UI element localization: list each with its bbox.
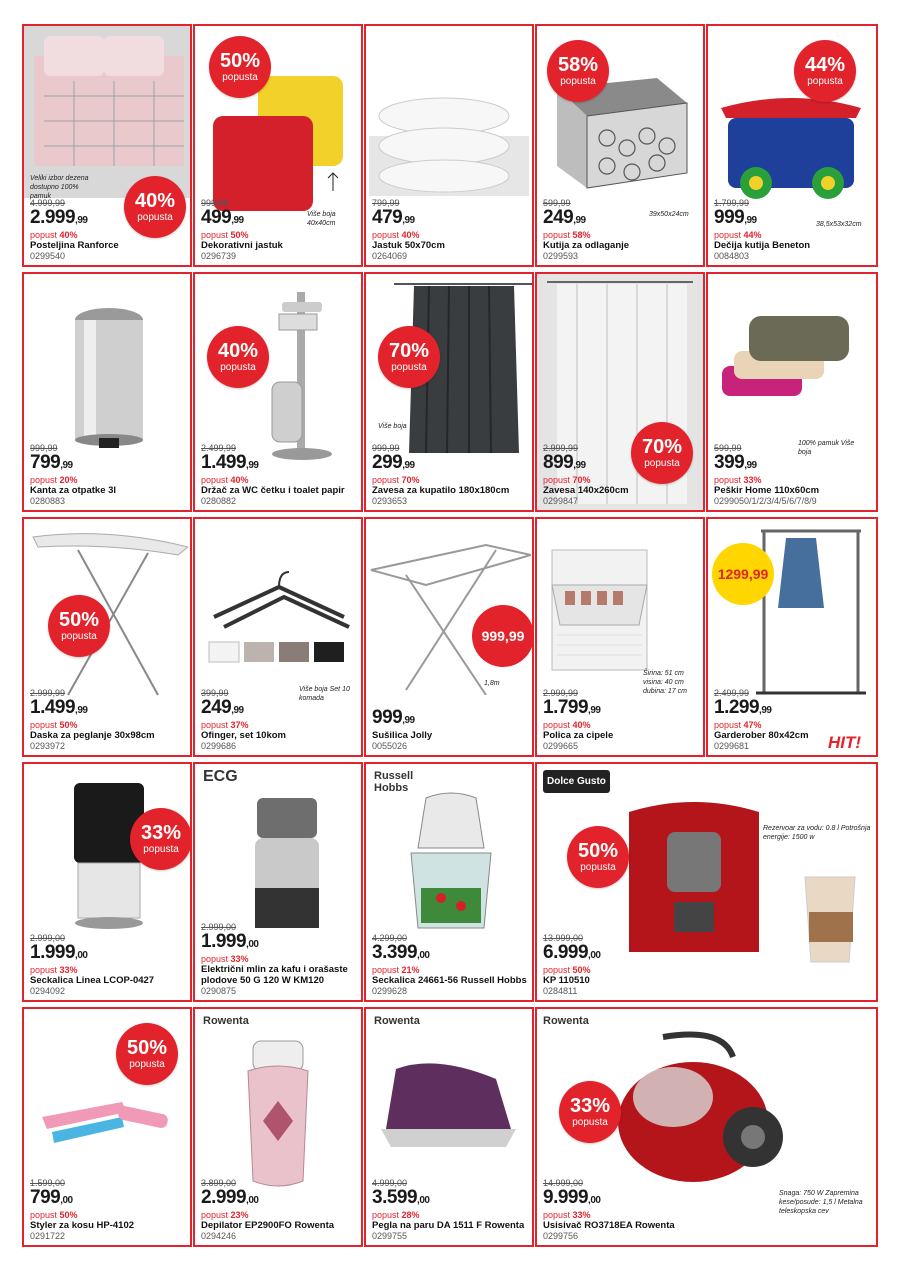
product-note: Rezervoar za vodu: 0.8 l Potrošnja energije: 1500 w xyxy=(763,825,871,841)
new-price: 1.299,99 xyxy=(714,697,772,718)
price-block xyxy=(543,933,600,996)
price-block xyxy=(30,443,116,506)
old-price: 2.999,99 xyxy=(543,443,579,453)
product-card-ofinger[interactable] xyxy=(193,517,363,757)
old-price: 1.599,00 xyxy=(30,1178,66,1188)
new-price: 399,99 xyxy=(714,452,757,473)
price-block xyxy=(201,688,286,751)
product-card-drzac-wc[interactable] xyxy=(193,272,363,512)
discount-badge: 50% popusta xyxy=(116,1023,178,1085)
product-note: Više boja Set 10 komada xyxy=(299,686,350,702)
product-name: Kutija za odlaganje xyxy=(543,240,630,251)
product-note: Veliki izbor dezena dostupno 100% pamuk xyxy=(30,175,89,200)
product-code: 0284811 xyxy=(543,986,578,996)
discount-badge: 44% popusta xyxy=(794,40,856,102)
old-price: 2.999,00 xyxy=(201,922,237,932)
discount-line: popust 70% xyxy=(543,475,591,485)
old-price: 399,99 xyxy=(201,688,229,698)
price-block xyxy=(201,443,345,506)
old-price: 2.999,00 xyxy=(30,933,66,943)
price-block xyxy=(30,688,155,751)
product-code: 0294246 xyxy=(201,1231,237,1241)
new-price: 1.499,99 xyxy=(30,697,88,718)
product-code: 0280882 xyxy=(201,496,237,506)
discount-line: popust 50% xyxy=(30,720,78,730)
product-code: 0299681 xyxy=(714,741,750,751)
price-block xyxy=(714,688,809,751)
new-price: 799,00 xyxy=(30,1187,73,1208)
clothes-rack-image xyxy=(756,523,866,713)
discount-line: popust 33% xyxy=(714,475,762,485)
product-code: 0299756 xyxy=(543,1231,579,1241)
product-code: 0299593 xyxy=(543,251,579,261)
product-card-kp110510[interactable] xyxy=(535,762,878,1002)
product-name: Posteljina Ranforce xyxy=(30,240,119,251)
old-price: 14.999,00 xyxy=(543,1178,584,1188)
discount-line: popust 20% xyxy=(30,475,78,485)
product-card-posteljina[interactable] xyxy=(22,24,192,267)
product-note: Više boja 40x40cm xyxy=(307,211,336,227)
product-note: Snaga: 750 W Zapremina kese/posude: 1,5 l Metalna teleskopska cev xyxy=(779,1190,863,1215)
product-note: 100% pamuk Više boja xyxy=(798,440,855,456)
product-name: Jastuk 50x70cm xyxy=(372,240,445,251)
coffee-grinder-image xyxy=(247,788,327,938)
price-badge: 999,99 xyxy=(472,605,534,667)
product-name: Dekorativni jastuk xyxy=(201,240,283,251)
discount-badge: 33% popusta xyxy=(130,808,192,870)
discount-badge: 50% popusta xyxy=(567,826,629,888)
discount-line: popust 50% xyxy=(543,965,591,975)
price-badge: 1299,99 xyxy=(712,543,774,605)
new-price: 499,99 xyxy=(201,207,244,228)
discount-line: popust 47% xyxy=(714,720,762,730)
product-name: Seckalica Linea LCOP-0427 xyxy=(30,975,155,986)
product-card-seckalica-russell[interactable] xyxy=(364,762,534,1002)
hair-styler-image xyxy=(32,1077,182,1177)
old-price: 999,99 xyxy=(372,443,400,453)
brand-logo-russell-hobbs: Russell Hobbs xyxy=(374,770,414,794)
bedding-image xyxy=(24,26,190,198)
old-price: 2.499,99 xyxy=(201,443,237,453)
old-price: 599,99 xyxy=(714,443,742,453)
coffee-machine-image xyxy=(619,792,769,962)
price-block xyxy=(30,933,154,996)
brand-logo-ecg: ECG xyxy=(203,768,238,785)
old-price: 13.999,00 xyxy=(543,933,584,943)
product-name: Električni mlin za kafu i orašaste plodove 50 G 120 W KM120 xyxy=(201,964,348,986)
discount-badge: 40% popusta xyxy=(207,326,269,388)
brand-logo-rowenta: Rowenta xyxy=(374,1015,420,1027)
product-card-styler[interactable] xyxy=(22,1007,192,1247)
new-price: 1.799,99 xyxy=(543,697,601,718)
discount-badge: 58% popusta xyxy=(547,40,609,102)
epilator-image xyxy=(233,1031,323,1191)
price-block xyxy=(714,198,810,261)
discount-badge: 40% popusta xyxy=(124,176,186,238)
new-price: 1.999,00 xyxy=(201,931,259,952)
price-block xyxy=(201,1178,334,1241)
product-card-decija-kutija[interactable] xyxy=(706,24,878,267)
discount-line: popust 70% xyxy=(372,475,420,485)
price-block xyxy=(543,443,629,506)
product-note: Više boja xyxy=(378,423,407,430)
discount-badge: 33% popusta xyxy=(559,1081,621,1143)
product-name: Depilator EP2900FO Rowenta xyxy=(201,1220,335,1231)
product-name: Usisivač RO3718EA Rowenta xyxy=(543,1220,675,1231)
product-code: 0084803 xyxy=(714,251,750,261)
product-card-peskir[interactable] xyxy=(706,272,878,512)
discount-badge: 50% popusta xyxy=(48,595,110,657)
discount-line: popust 44% xyxy=(714,230,762,240)
discount-line: popust 23% xyxy=(201,1210,249,1220)
old-price: 2.999,99 xyxy=(30,688,66,698)
new-price: 999,99 xyxy=(372,707,415,728)
product-note: Širina: 51 cm visina: 40 cm dubina: 17 cm xyxy=(643,670,687,695)
discount-line: popust 50% xyxy=(30,1210,78,1220)
product-code: 0264069 xyxy=(372,251,408,261)
product-card-susilica[interactable] xyxy=(364,517,534,757)
discount-line: popust 33% xyxy=(30,965,78,975)
new-price: 2.999,00 xyxy=(201,1187,259,1208)
product-name: Zavesa za kupatilo 180x180cm xyxy=(372,485,510,496)
product-card-kutija[interactable] xyxy=(535,24,705,267)
shoe-cabinet-image xyxy=(547,545,657,675)
old-price: 4.999,99 xyxy=(30,198,66,208)
new-price: 3.399,00 xyxy=(372,942,430,963)
latte-cup-image xyxy=(795,872,865,972)
product-name: Polica za cipele xyxy=(543,730,614,741)
vacuum-cleaner-image xyxy=(603,1027,803,1197)
new-price: 3.599,00 xyxy=(372,1187,430,1208)
product-code: 0299050/1/2/3/4/5/6/7/8/9 xyxy=(714,496,817,506)
product-code: 0293653 xyxy=(372,496,408,506)
discount-line: popust 33% xyxy=(201,954,249,964)
old-price: 3.899,00 xyxy=(201,1178,237,1188)
product-note: 39x50x24cm xyxy=(649,211,689,218)
discount-badge: 50% popusta xyxy=(209,36,271,98)
price-block xyxy=(372,708,432,751)
product-code: 0296739 xyxy=(201,251,237,261)
discount-line: popust 21% xyxy=(372,965,420,975)
steam-iron-image xyxy=(376,1049,526,1159)
new-price: 799,99 xyxy=(30,452,73,473)
product-name: KP 110510 xyxy=(543,975,590,986)
new-price: 1.999,00 xyxy=(30,942,88,963)
discount-line: popust 40% xyxy=(372,230,420,240)
product-card-jastuk[interactable] xyxy=(364,24,534,267)
product-code: 0299628 xyxy=(372,986,408,996)
old-price: 999,99 xyxy=(201,198,229,208)
kids-box-image xyxy=(716,88,866,208)
product-name: Držač za WC četku i toalet papir xyxy=(201,485,345,496)
pillows-image xyxy=(369,36,529,206)
discount-line: popust 40% xyxy=(543,720,591,730)
hit-label: HIT! xyxy=(828,733,862,752)
product-card-usisivac[interactable] xyxy=(535,1007,878,1247)
discount-line: popust 28% xyxy=(372,1210,420,1220)
price-block xyxy=(372,1178,524,1241)
product-card-depilator[interactable] xyxy=(193,1007,363,1247)
product-code: 0280883 xyxy=(30,496,66,506)
brand-logo-rowenta: Rowenta xyxy=(543,1015,589,1027)
old-price: 2.499,99 xyxy=(714,688,750,698)
product-code: 0055026 xyxy=(372,741,408,751)
price-block xyxy=(543,1178,675,1241)
product-code: 0299686 xyxy=(201,741,237,751)
discount-badge: 70% popusta xyxy=(378,326,440,388)
trash-can-image xyxy=(64,302,154,452)
product-code: 0290875 xyxy=(201,986,237,996)
product-code: 0299847 xyxy=(543,496,579,506)
product-name: Kanta za otpatke 3l xyxy=(30,485,117,496)
product-code: 0299755 xyxy=(372,1231,408,1241)
old-price: 799,99 xyxy=(372,198,400,208)
product-card-garderober[interactable] xyxy=(706,517,878,757)
product-code: 0299540 xyxy=(30,251,66,261)
price-block xyxy=(372,443,509,506)
old-price: 4.299,00 xyxy=(372,933,408,943)
product-code: 0291722 xyxy=(30,1231,66,1241)
product-card-mlin[interactable] xyxy=(193,762,363,1002)
price-block xyxy=(372,198,445,261)
toilet-stand-image xyxy=(257,282,347,462)
product-name: Peškir Home 110x60cm xyxy=(714,485,820,496)
discount-line: popust 37% xyxy=(201,720,249,730)
product-name: Pegla na paru DA 1511 F Rowenta xyxy=(372,1220,525,1231)
product-name: Sušilica Jolly xyxy=(372,730,433,741)
new-price: 6.999,00 xyxy=(543,942,601,963)
new-price: 249,99 xyxy=(201,697,244,718)
old-price: 4.999,00 xyxy=(372,1178,408,1188)
product-card-pegla[interactable] xyxy=(364,1007,534,1247)
product-card-seckalica-linea[interactable] xyxy=(22,762,192,1002)
price-block xyxy=(201,922,361,996)
product-card-jastuk-dekorativni[interactable] xyxy=(193,24,363,267)
discount-line: popust 33% xyxy=(543,1210,591,1220)
discount-badge: 70% popusta xyxy=(631,422,693,484)
product-card-kanta[interactable] xyxy=(22,272,192,512)
product-code: 0299665 xyxy=(543,741,579,751)
price-block xyxy=(30,198,119,261)
product-note: 1,8m xyxy=(484,680,500,687)
product-name: Zavesa 140x260cm xyxy=(543,485,629,496)
new-price: 299,99 xyxy=(372,452,415,473)
old-price: 599,99 xyxy=(543,198,571,208)
product-card-zavesa-kupatilo[interactable] xyxy=(364,272,534,512)
price-block xyxy=(714,443,819,506)
new-price: 249,99 xyxy=(543,207,586,228)
new-price: 9.999,00 xyxy=(543,1187,601,1208)
product-name: Styler za kosu HP-4102 xyxy=(30,1220,135,1231)
product-card-daska[interactable] xyxy=(22,517,192,757)
brand-logo-rowenta: Rowenta xyxy=(203,1015,249,1027)
discount-line: popust 40% xyxy=(30,230,78,240)
product-note: 38,5x53x32cm xyxy=(816,221,862,228)
discount-line: popust 40% xyxy=(201,475,249,485)
discount-line: popust 58% xyxy=(543,230,591,240)
old-price: 1.799,99 xyxy=(714,198,750,208)
product-name: Dečija kutija Beneton xyxy=(714,240,811,251)
product-code: 0294092 xyxy=(30,986,66,996)
new-price: 2.999,99 xyxy=(30,207,88,228)
price-block xyxy=(543,198,629,261)
hangers-image xyxy=(199,547,359,697)
product-name: Daska za peglanje 30x98cm xyxy=(30,730,155,741)
new-price: 999,99 xyxy=(714,207,757,228)
brand-logo-dolce-gusto: Dolce Gusto xyxy=(543,770,610,793)
price-block xyxy=(30,1178,134,1241)
product-code: 0293972 xyxy=(30,741,66,751)
new-price: 479,99 xyxy=(372,207,415,228)
product-name: Seckalica 24661-56 Russell Hobbs xyxy=(372,975,527,986)
discount-line: popust 50% xyxy=(201,230,249,240)
product-name: Garderober 80x42cm xyxy=(714,730,809,741)
price-block xyxy=(201,198,283,261)
old-price: 2.999,99 xyxy=(543,688,579,698)
old-price: 999,99 xyxy=(30,443,58,453)
new-price: 899,99 xyxy=(543,452,586,473)
price-block xyxy=(372,933,527,996)
product-card-polica[interactable] xyxy=(535,517,705,757)
product-card-zavesa[interactable] xyxy=(535,272,705,512)
price-block xyxy=(543,688,613,751)
product-name: Ofinger, set 10kom xyxy=(201,730,287,741)
towels-image xyxy=(714,296,864,416)
new-price: 1.499,99 xyxy=(201,452,259,473)
chopper-russell-image xyxy=(396,788,506,938)
